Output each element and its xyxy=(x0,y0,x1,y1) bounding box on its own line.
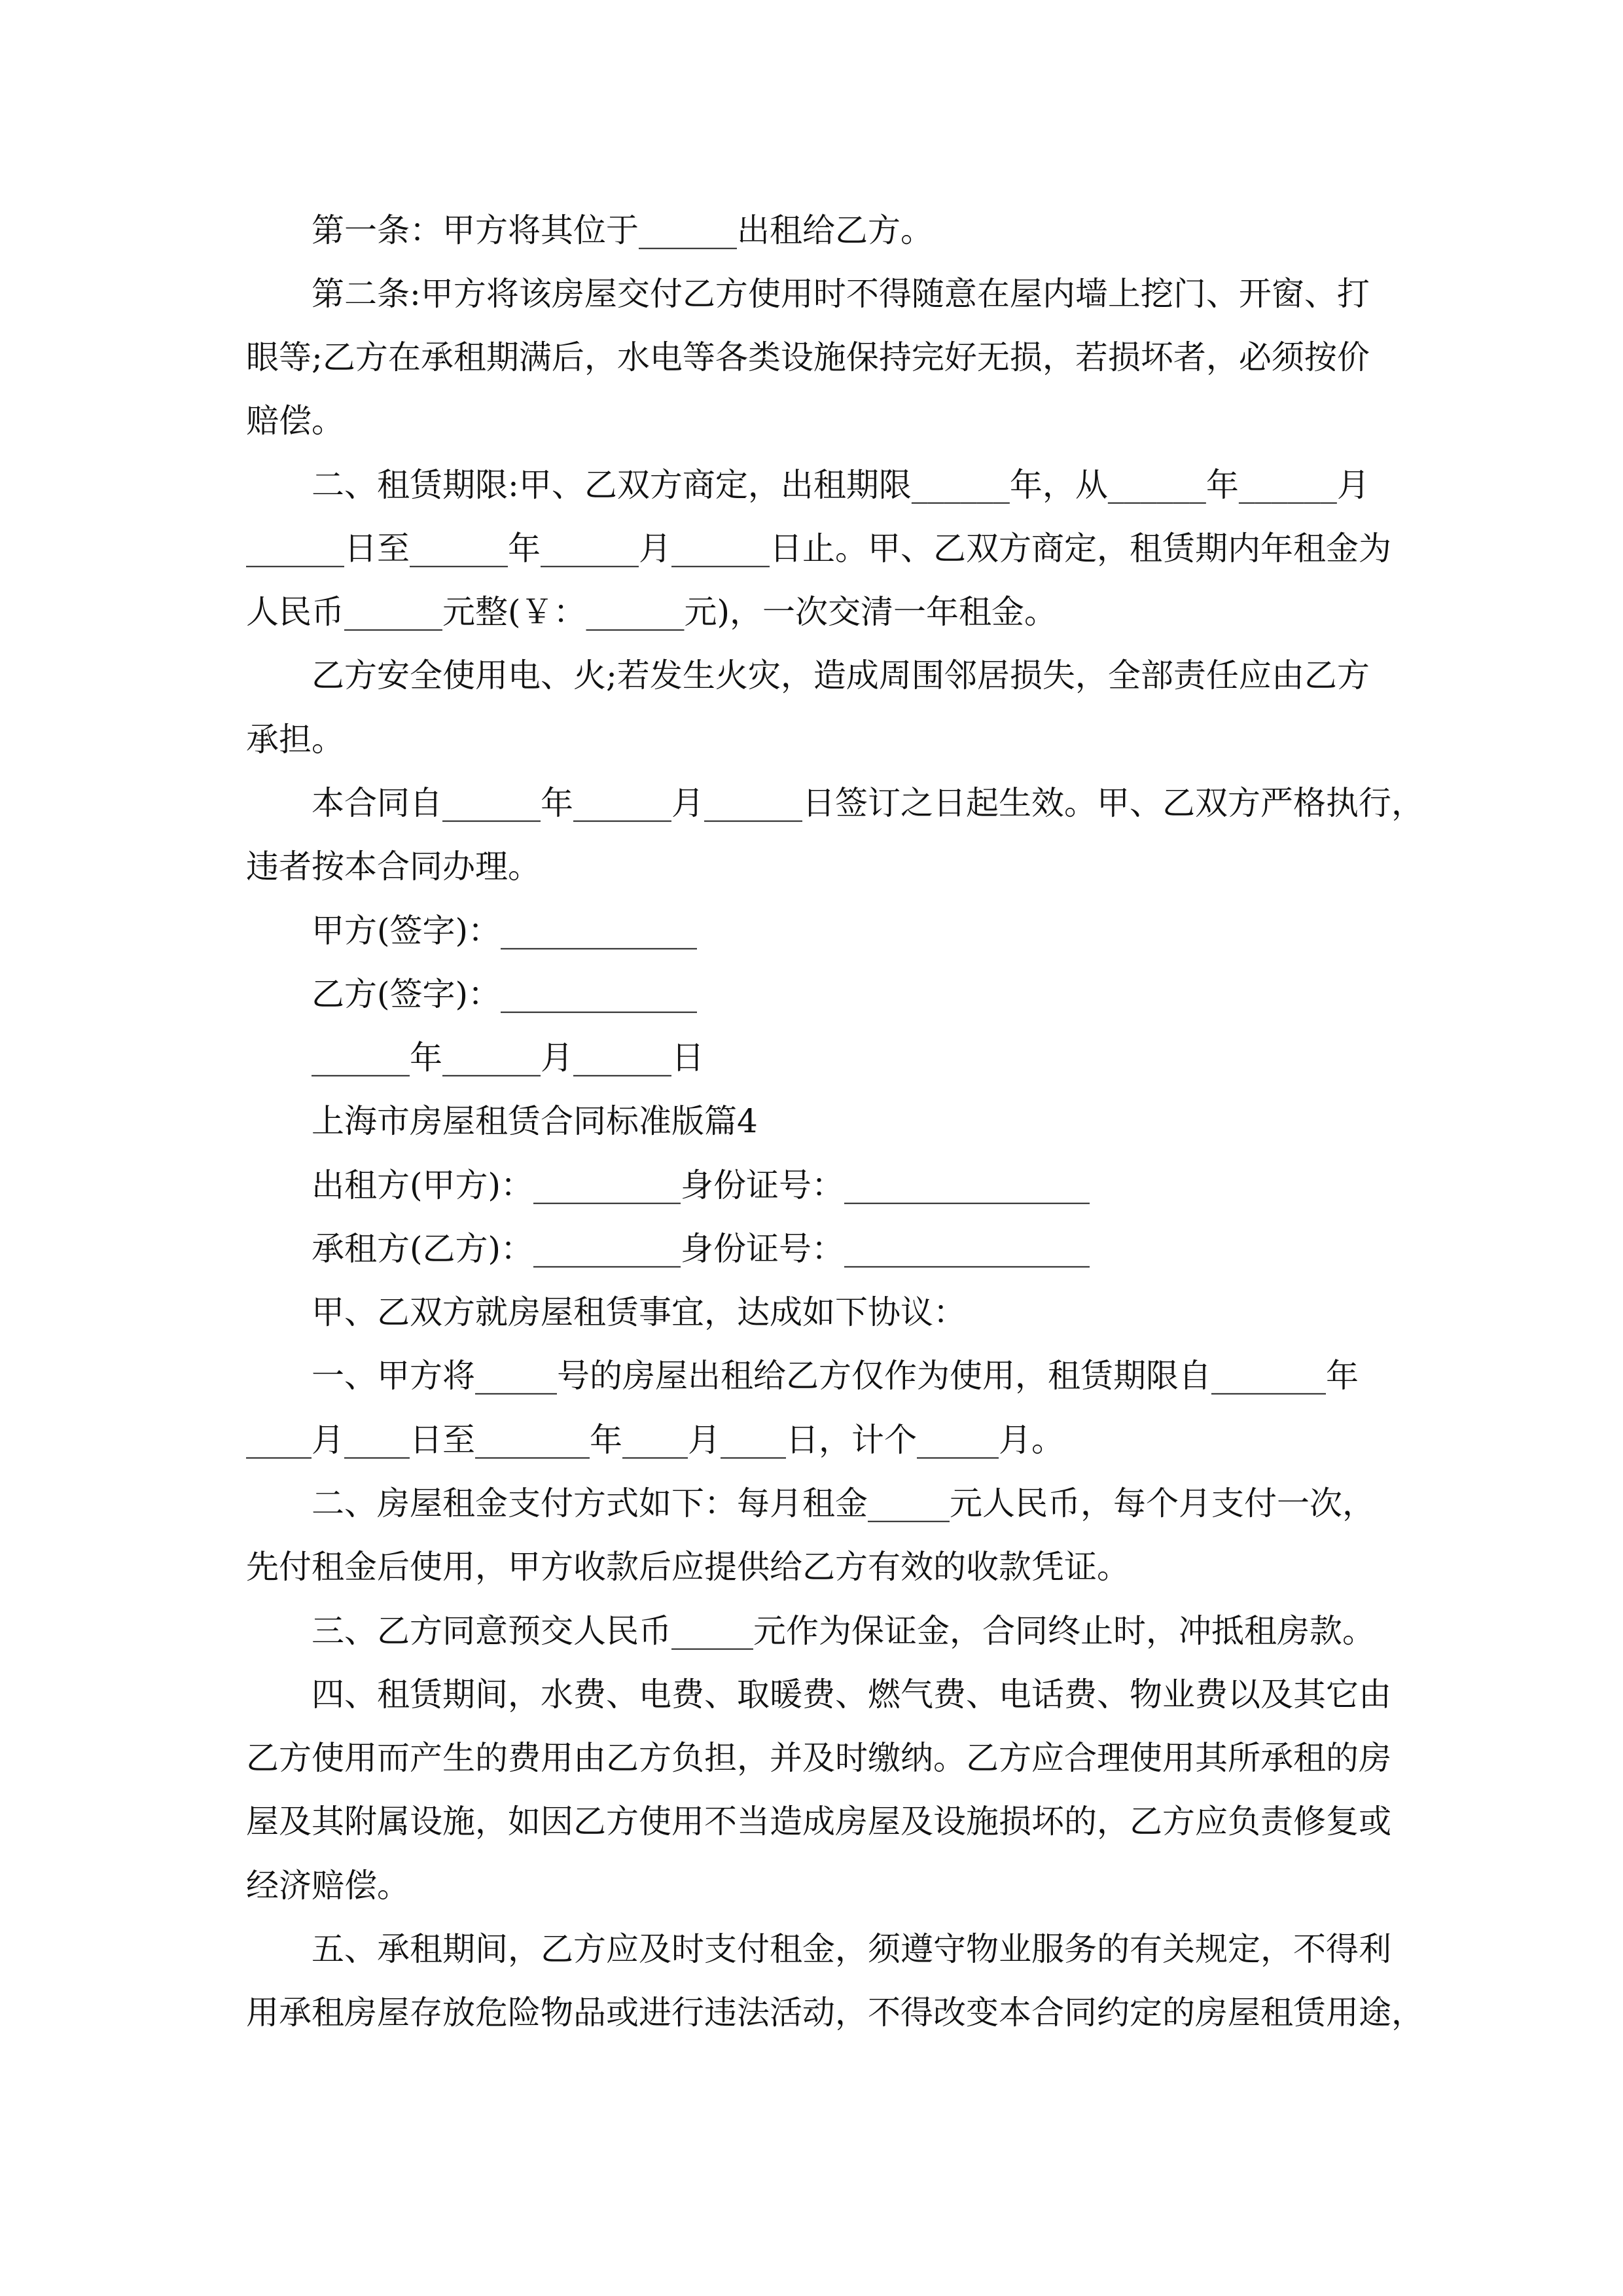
paragraph-line: 经济赔偿。 xyxy=(246,1867,410,1905)
lessor-line: 出租方(甲方)：_________身份证号：_______________ xyxy=(312,1166,1090,1204)
lessee-line: 承租方(乙方)：_________身份证号：_______________ xyxy=(312,1230,1090,1268)
signature-line-party-b: 乙方(签字)：____________ xyxy=(312,975,698,1013)
paragraph-line: ____月____日至_______年____月____日，计个_____月。 xyxy=(246,1421,1064,1459)
paragraph-line: 二、租赁期限:甲、乙双方商定，出租期限______年，从______年______月 xyxy=(312,466,1370,504)
paragraph-line: 二、房屋租金支付方式如下：每月租金_____元人民币，每个月支付一次， xyxy=(312,1484,1375,1522)
paragraph-line: 眼等;乙方在承租期满后，水电等各类设施保持完好无损，若损坏者，必须按价 xyxy=(246,338,1370,376)
agreement-intro: 甲、乙双方就房屋租赁事宜，达成如下协议： xyxy=(312,1293,966,1331)
paragraph-line: 乙方使用而产生的费用由乙方负担，并及时缴纳。乙方应合理使用其所承租的房 xyxy=(246,1739,1391,1777)
paragraph-line: 第二条:甲方将该房屋交付乙方使用时不得随意在屋内墙上挖门、开窗、打 xyxy=(312,275,1370,313)
paragraph-line: 承担。 xyxy=(246,721,344,759)
paragraph-line: 人民币______元整(￥：______元)，一次交清一年租金。 xyxy=(246,593,1058,631)
paragraph-line: 一、甲方将_____号的房屋出租给乙方仅作为使用，租赁期限自_______年 xyxy=(312,1357,1359,1395)
section-title: 上海市房屋租赁合同标准版篇4 xyxy=(312,1102,758,1140)
paragraph-line: 屋及其附属设施，如因乙方使用不当造成房屋及设施损坏的，乙方应负责修复或 xyxy=(246,1803,1391,1840)
date-line: ______年______月______日 xyxy=(312,1039,704,1077)
paragraph-line: 赔偿。 xyxy=(246,402,344,440)
paragraph-line: 先付租金后使用，甲方收款后应提供给乙方有效的收款凭证。 xyxy=(246,1548,1130,1586)
paragraph-line: 第一条：甲方将其位于______出租给乙方。 xyxy=(312,211,933,249)
paragraph-line: 用承租房屋存放危险物品或进行违法活动，不得改变本合同约定的房屋租赁用途， xyxy=(246,1994,1424,2032)
paragraph-line: 四、租赁期间，水费、电费、取暖费、燃气费、电话费、物业费以及其它由 xyxy=(312,1676,1391,1713)
paragraph-line: 五、承租期间，乙方应及时支付租金，须遵守物业服务的有关规定，不得利 xyxy=(312,1930,1391,1968)
paragraph-line: 本合同自______年______月______日签订之日起生效。甲、乙双方严格执行， xyxy=(312,784,1424,822)
paragraph-line: 违者按本合同办理。 xyxy=(246,848,541,886)
paragraph-line: 乙方安全使用电、火;若发生火灾，造成周围邻居损失，全部责任应由乙方 xyxy=(312,656,1370,694)
paragraph-line: ______日至______年______月______日止。甲、乙双方商定，租赁期内年租金为 xyxy=(246,529,1391,567)
paragraph-line: 三、乙方同意预交人民币_____元作为保证金，合同终止时，冲抵租房款。 xyxy=(312,1612,1375,1650)
signature-line-party-a: 甲方(签字)：____________ xyxy=(312,912,698,950)
